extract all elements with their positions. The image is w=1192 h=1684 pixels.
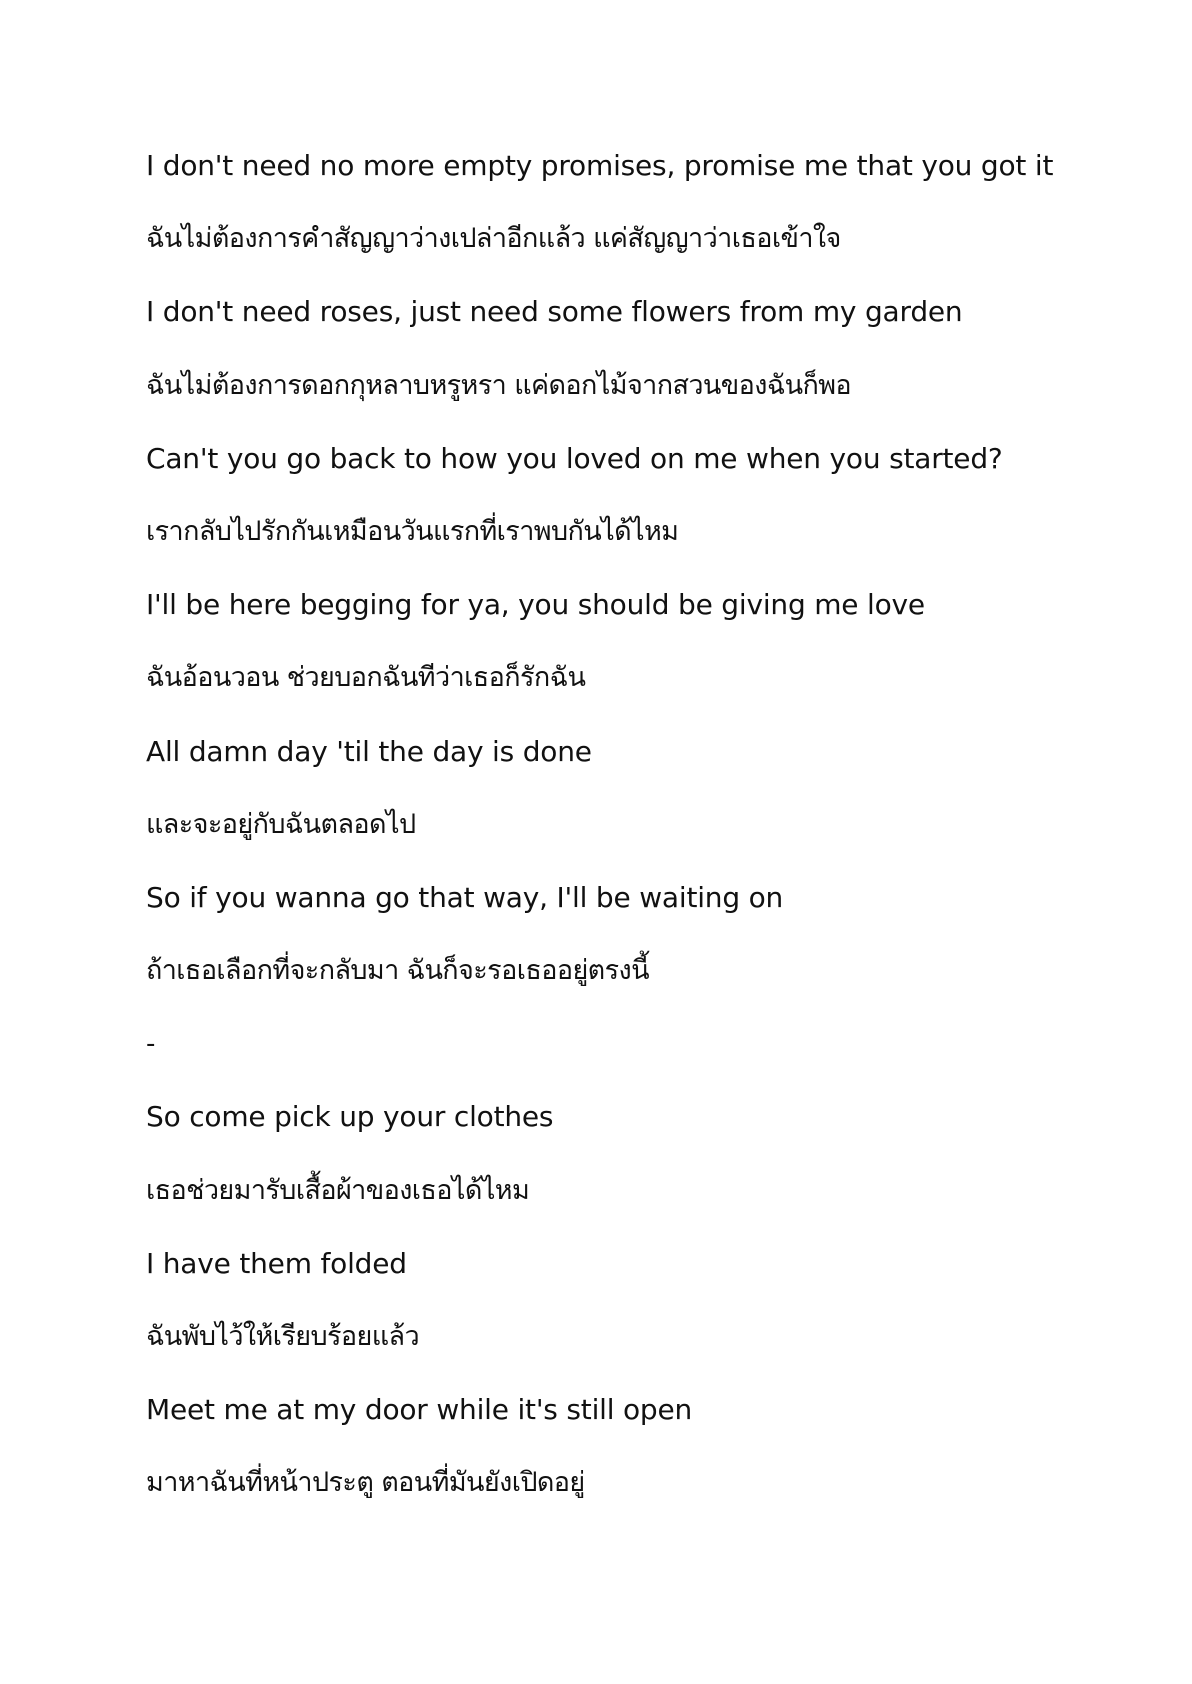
lyric-line-thai: เธอช่วยมารับเสื้อผ้าของเธอได้ไหม [146,1174,530,1206]
lyric-line-thai: ฉันไม่ต้องการดอกกุหลาบหรูหรา แค่ดอกไม้จากสวนของฉันก็พอ [146,369,852,401]
lyric-line-english: I don't need roses, just need some flowers from my garden [146,295,963,329]
lyric-line-english: I don't need no more empty promises, promise me that you got it [146,149,1054,182]
lyric-line-thai: ฉันอ้อนวอน ช่วยบอกฉันทีว่าเธอก็รักฉัน [146,662,586,694]
lyric-line-english: Can't you go back to how you loved on me when you started? [146,441,1003,475]
lyric-line-english: All damn day 'til the day is done [146,734,592,768]
lyric-line-english: So come pick up your clothes [146,1100,554,1134]
lyric-line-thai: เรากลับไปรักกันเหมือนวันแรกที่เราพบกันได้ไหม [146,515,679,547]
lyric-line-english: I have them folded [146,1246,407,1280]
lyric-line-english: So if you wanna go that way, I'll be waiting on [146,880,784,914]
section-separator: - [146,1029,156,1060]
lyrics-list [146,141,1106,1532]
lyric-line-thai: และจะอยู่กับฉันตลอดไป [146,808,416,840]
lyric-line-thai: ฉันพับไว้ให้เรียบร้อยแล้ว [146,1321,420,1352]
lyric-line-english: Meet me at my door while it's still open [146,1393,693,1427]
lyric-line-thai: ถ้าเธอเลือกที่จะกลับมา ฉันก็จะรอเธออยู่ตรงนี้ [146,955,649,987]
lyric-line-english: I'll be here begging for ya, you should be giving me love [146,588,925,622]
lyric-line-thai: ฉันไม่ต้องการคำสัญญาว่างเปล่าอีกแล้ว แค่สัญญาว่าเธอเข้าใจ [146,223,841,255]
lyric-line-thai: มาหาฉันที่หน้าประตู ตอนที่มันยังเปิดอยู่ [146,1467,585,1499]
